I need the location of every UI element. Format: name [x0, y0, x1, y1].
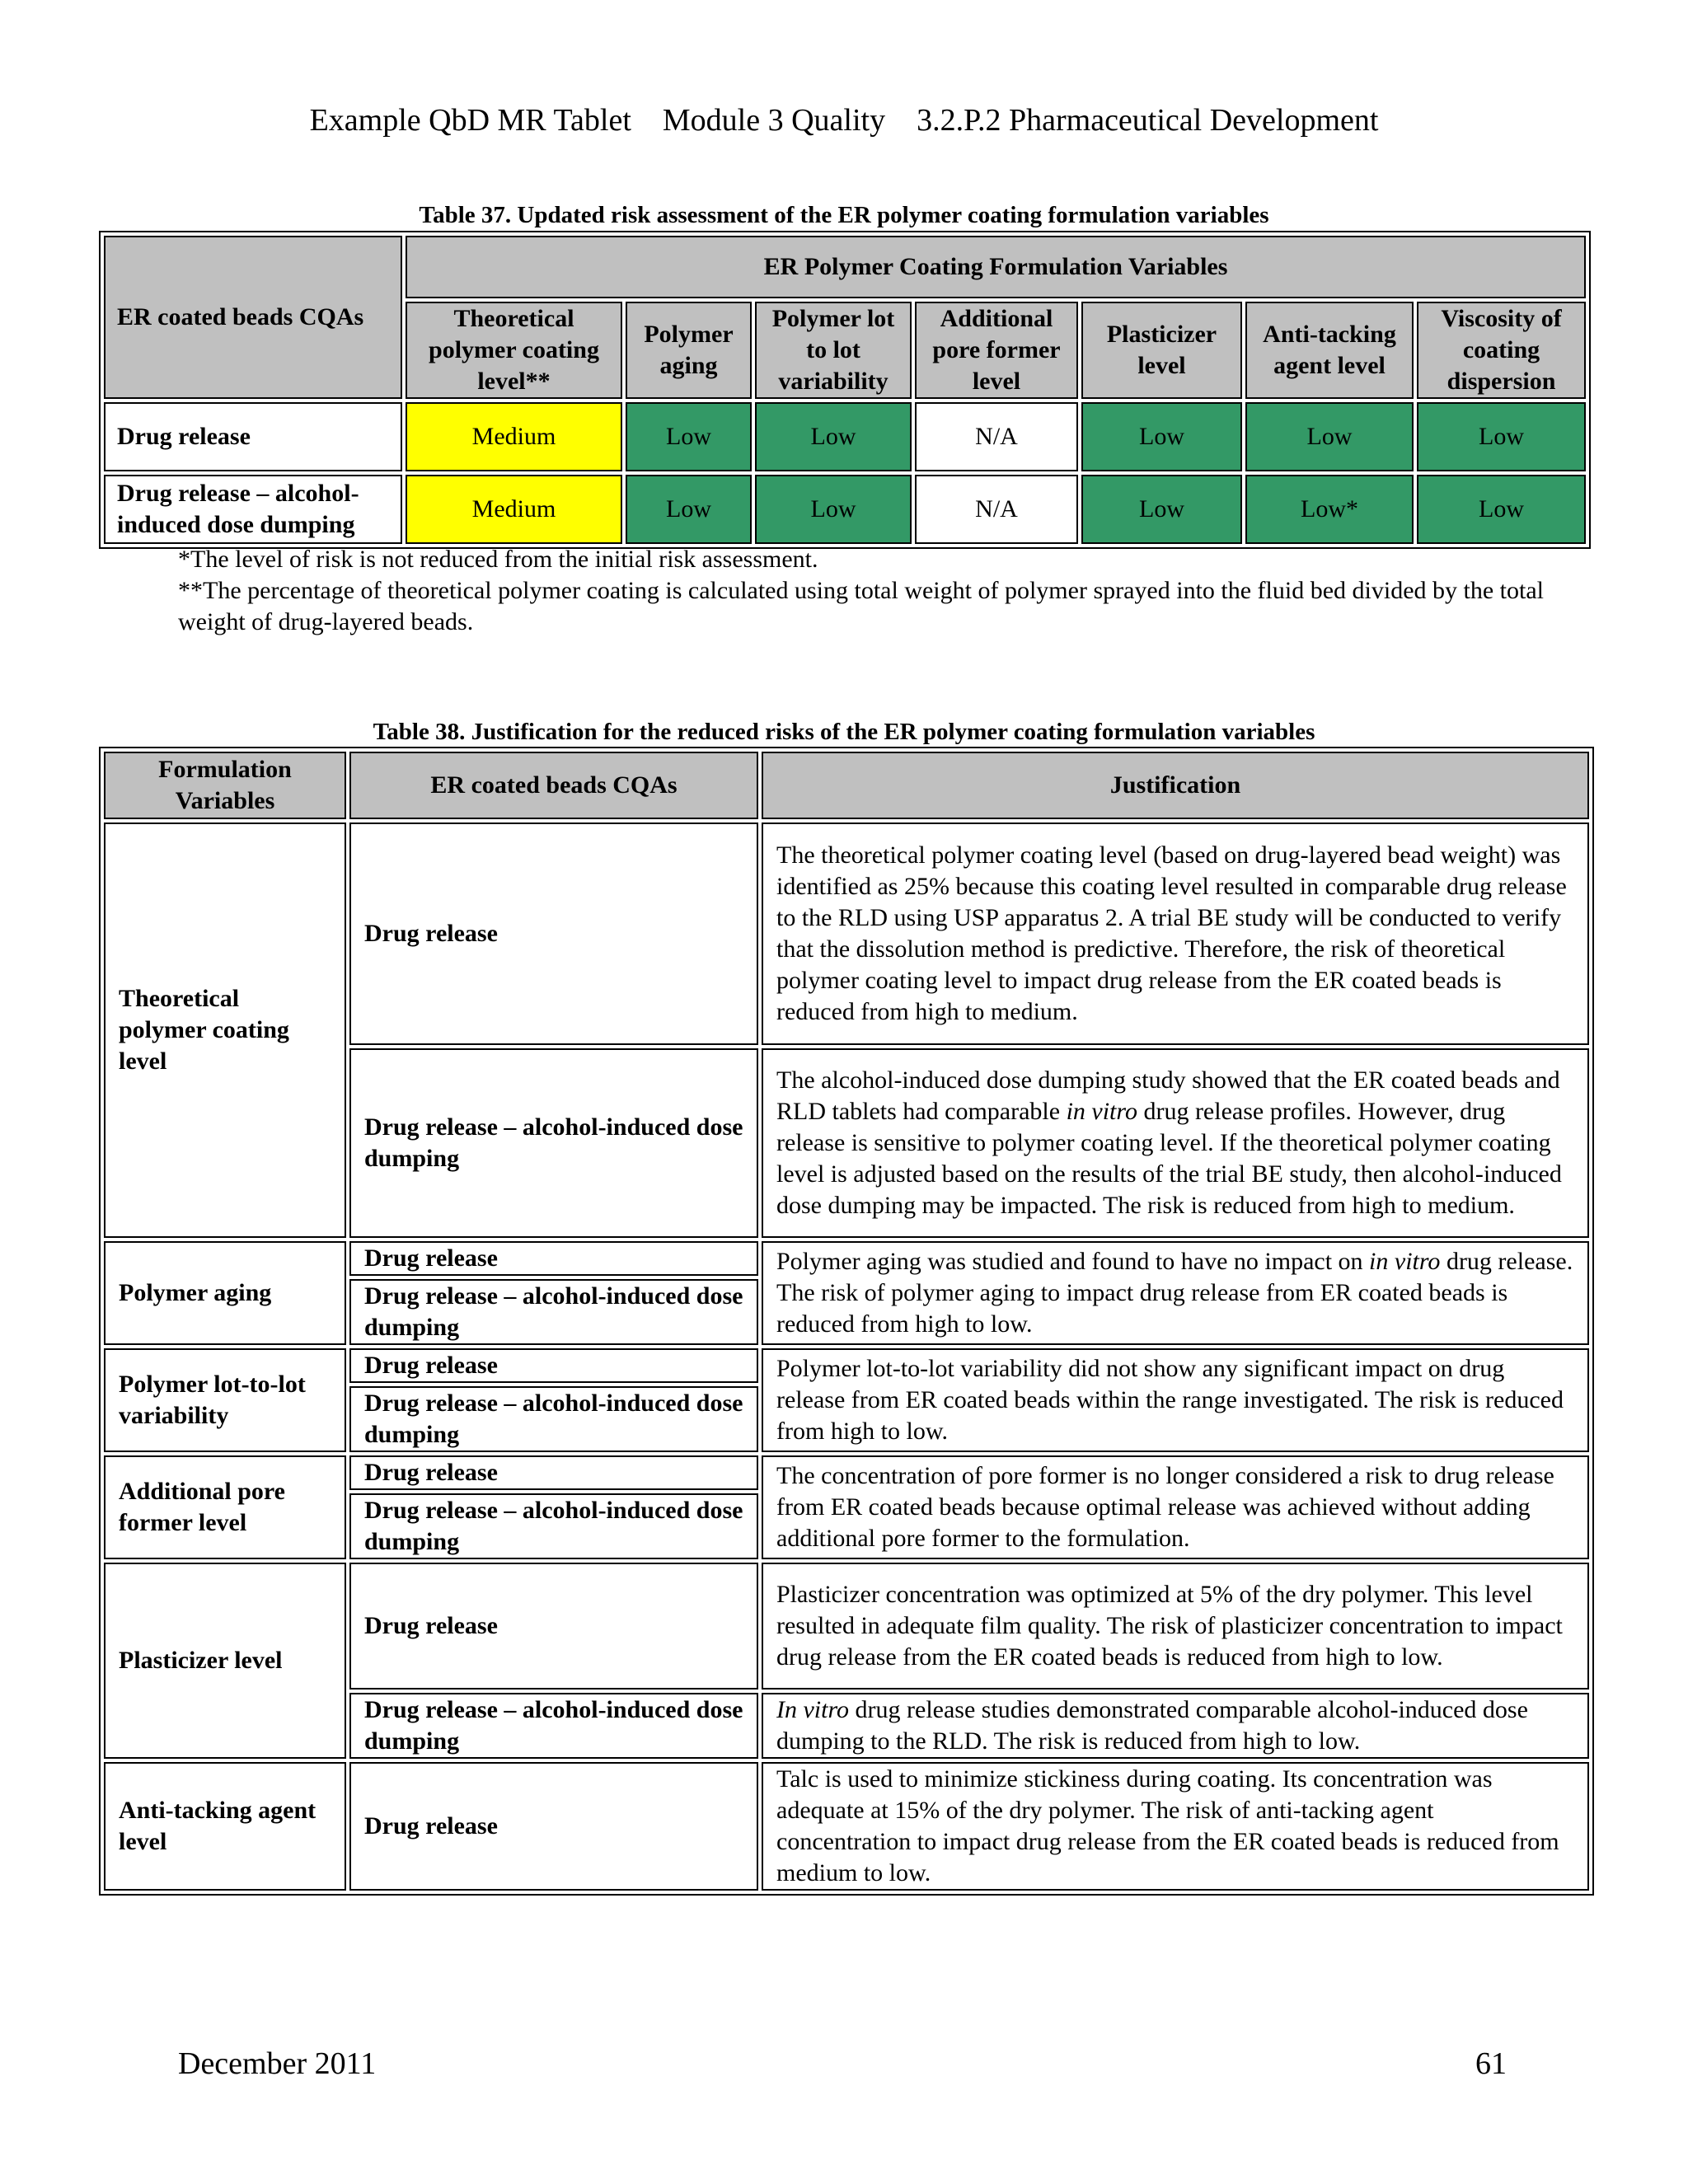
footnote: **The percentage of theoretical polymer coating is calculated using total weight of polymer sprayed into the fluid bed divided by the total weight of drug-layered beads.: [178, 577, 1544, 635]
table-37-notes: [178, 544, 1579, 638]
risk-cell: Low*: [1245, 475, 1414, 544]
column-header: Justification: [762, 752, 1589, 819]
variable-cell: Polymer aging: [104, 1241, 346, 1345]
justification-cell: Talc is used to minimize stickiness during coating. Its concentration was adequate at 15% of the dry polymer. The risk of anti-tacking agent concentration to impact drug release from the ER coated beads is reduced from medium to low.: [762, 1762, 1589, 1891]
column-header: ER coated beads CQAs: [349, 752, 758, 819]
table-38-caption: Table 38. Justification for the reduced risks of the ER polymer coating formulation variables: [373, 719, 1315, 745]
risk-cell: Low: [1245, 402, 1414, 471]
risk-cell: Low: [1081, 402, 1242, 471]
risk-cell: Medium: [406, 475, 622, 544]
footer-date: December 2011: [178, 2046, 377, 2081]
column-header: Formulation Variables: [104, 752, 346, 819]
risk-cell: Low: [1081, 475, 1242, 544]
row-label: Drug release – alcohol-induced dose dumping: [104, 475, 402, 544]
cqa-cell: Drug release: [349, 1348, 758, 1383]
cqa-cell: Drug release: [349, 1563, 758, 1690]
column-header: Polymer aging: [626, 302, 752, 399]
risk-cell: Low: [755, 402, 912, 471]
table-row: [104, 1455, 1589, 1490]
variable-cell: Plasticizer level: [104, 1563, 346, 1759]
cqa-cell: Drug release: [349, 1762, 758, 1891]
page-header: Example QbD MR Tablet Module 3 Quality 3.2.P.2 Pharmaceutical Development: [309, 103, 1379, 138]
risk-assessment-table: [99, 231, 1591, 549]
cqa-cell: Drug release: [349, 823, 758, 1045]
cqa-cell: Drug release – alcohol-induced dose dumping: [349, 1279, 758, 1345]
corner-label-cell: [104, 236, 402, 399]
table-row: [104, 475, 1586, 544]
risk-cell: Low: [1417, 475, 1586, 544]
risk-cell: Medium: [406, 402, 622, 471]
risk-cell: Low: [626, 402, 752, 471]
cqa-cell: Drug release – alcohol-induced dose dumping: [349, 1493, 758, 1559]
cqa-cell: Drug release – alcohol-induced dose dumping: [349, 1048, 758, 1238]
column-header: Anti-tacking agent level: [1245, 302, 1414, 399]
column-header: Viscosity of coating dispersion: [1417, 302, 1586, 399]
cqa-cell: Drug release: [349, 1241, 758, 1276]
column-header: Additional pore former level: [915, 302, 1078, 399]
justification-table: [99, 747, 1594, 1896]
justification-cell: Polymer aging was studied and found to have no impact on in vitro drug release. The risk of polymer aging to impact drug release from ER coated beads is reduced from high to low.: [762, 1241, 1589, 1345]
table-row: [104, 1563, 1589, 1690]
justification-cell: The alcohol-induced dose dumping study showed that the ER coated beads and RLD tablets had comparable in vitro drug release profiles. However, drug release is sensitive to polymer coating level. If the theoretical polymer coating level is adjusted based on the results of the trial BE study, then alcohol-induced dose dumping may be impacted. The risk is reduced from high to medium.: [762, 1048, 1589, 1238]
variable-cell: Additional pore former level: [104, 1455, 346, 1559]
justification-cell: In vitro drug release studies demonstrated comparable alcohol-induced dose dumping to the RLD. The risk is reduced from high to low.: [762, 1693, 1589, 1759]
risk-cell: Low: [626, 475, 752, 544]
justification-cell: Plasticizer concentration was optimized at 5% of the dry polymer. This level resulted in adequate film quality. The risk of plasticizer concentration to impact drug release from the ER coated beads is reduced from high to low.: [762, 1563, 1589, 1690]
justification-cell: Polymer lot-to-lot variability did not show any significant impact on drug release from ER coated beads within the range investigated. The risk is reduced from high to low.: [762, 1348, 1589, 1452]
justification-cell: The theoretical polymer coating level (based on drug-layered bead weight) was identified as 25% because this coating level resulted in comparable drug release to the RLD using USP apparatus 2. A trial BE study will be conducted to verify that the dissolution method is predictive. Therefore, the risk of theoretical polymer coating level to impact drug release from the ER coated beads is reduced from high to medium.: [762, 823, 1589, 1045]
table-row: [104, 1241, 1589, 1276]
column-header: Theoretical polymer coating level**: [406, 302, 622, 399]
cqa-cell: Drug release: [349, 1455, 758, 1490]
risk-cell: N/A: [915, 475, 1078, 544]
risk-cell: Low: [755, 475, 912, 544]
corner-label: ER coated beads CQAs: [117, 303, 364, 330]
footnote: *The level of risk is not reduced from the initial risk assessment.: [178, 546, 818, 573]
risk-cell: Low: [1417, 402, 1586, 471]
row-label: Drug release: [104, 402, 402, 471]
cqa-cell: Drug release – alcohol-induced dose dumping: [349, 1386, 758, 1452]
table-row: [104, 1348, 1589, 1383]
column-header: Polymer lot to lot variability: [755, 302, 912, 399]
variable-cell: Polymer lot-to-lot variability: [104, 1348, 346, 1452]
risk-cell: N/A: [915, 402, 1078, 471]
justification-cell: The concentration of pore former is no longer considered a risk to drug release from ER coated beads because optimal release was achieved without adding additional pore former to the formulation.: [762, 1455, 1589, 1559]
variable-cell: Anti-tacking agent level: [104, 1762, 346, 1891]
table-row: [104, 823, 1589, 1045]
variable-cell: Theoretical polymer coating level: [104, 823, 346, 1238]
page-number: 61: [1475, 2046, 1507, 2081]
table-row: [104, 1762, 1589, 1891]
cqa-cell: Drug release – alcohol-induced dose dumping: [349, 1693, 758, 1759]
column-header: Plasticizer level: [1081, 302, 1242, 399]
table-37-caption: Table 37. Updated risk assessment of the ER polymer coating formulation variables: [419, 202, 1269, 228]
table-row: [104, 402, 1586, 471]
group-header: ER Polymer Coating Formulation Variables: [406, 236, 1586, 298]
